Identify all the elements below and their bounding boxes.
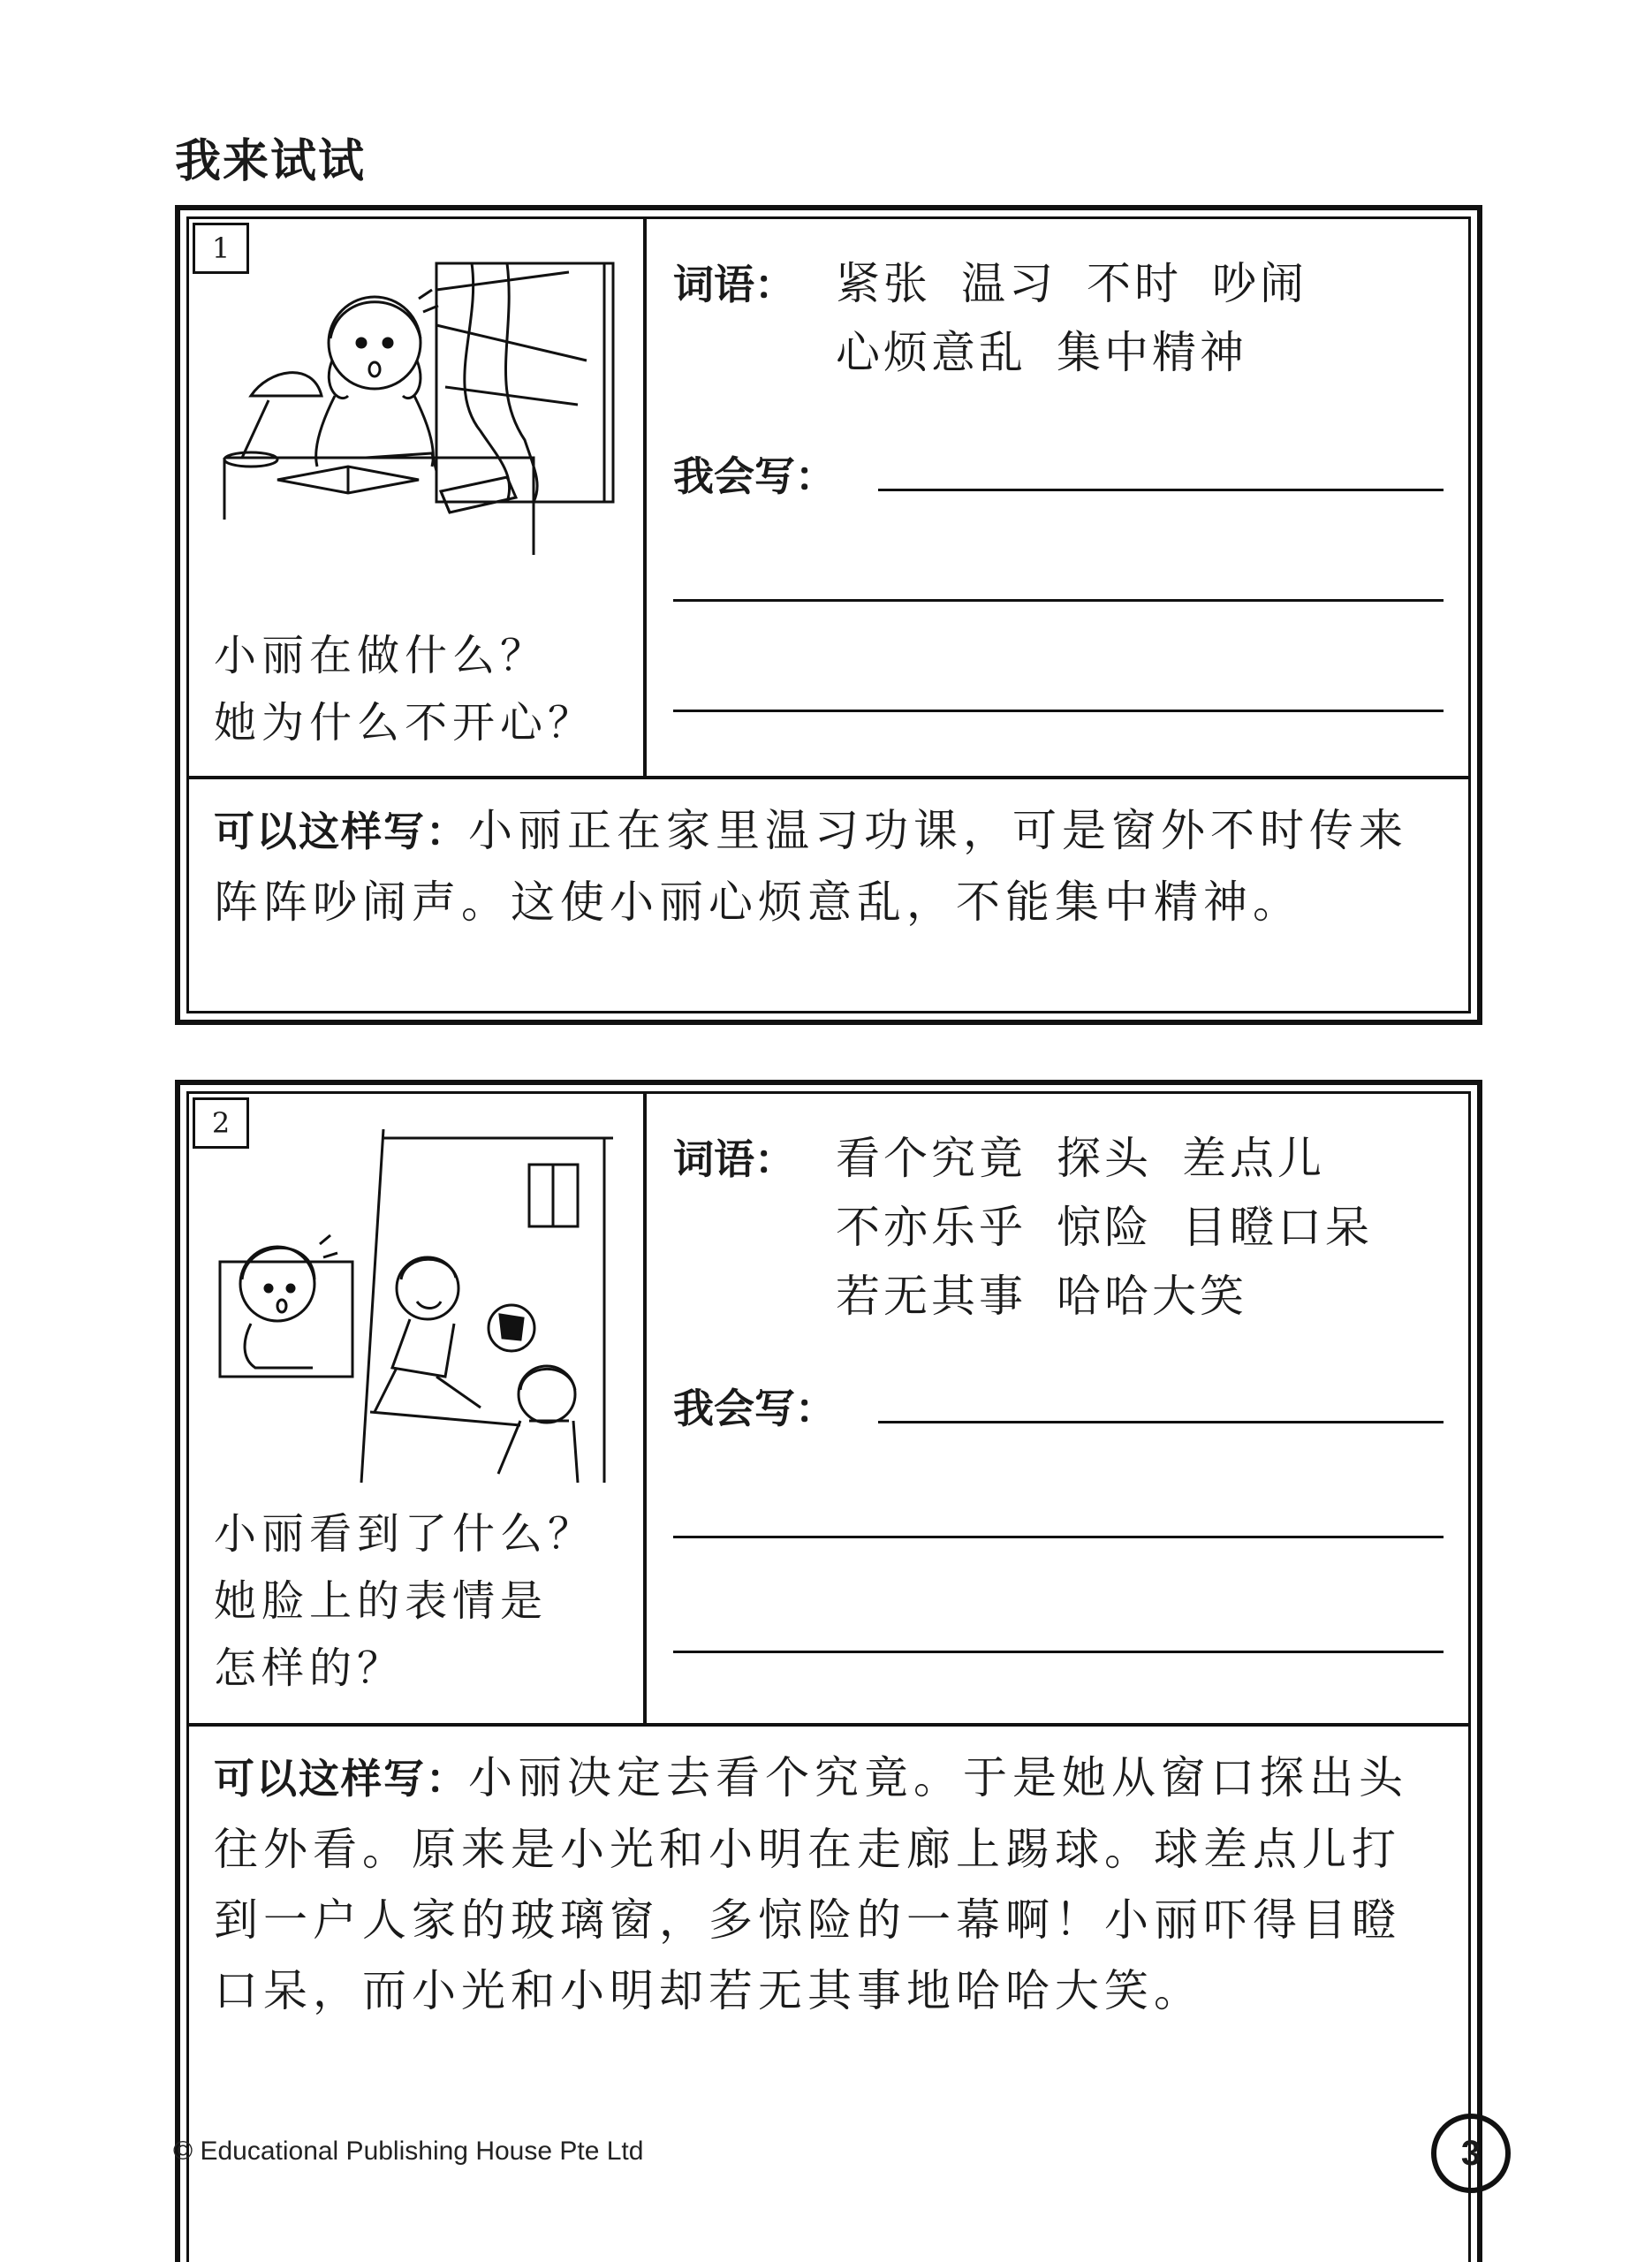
- word: 不时: [1087, 258, 1182, 309]
- word: 目瞪口呆: [1182, 1202, 1373, 1253]
- page-heading: 我来试试: [175, 135, 367, 188]
- write-label: 我会写：: [673, 452, 836, 500]
- exercise-number: 2: [193, 1097, 249, 1149]
- question-line: 小丽看到了什么？: [214, 1509, 596, 1559]
- sample-label: 可以这样写：: [214, 808, 468, 855]
- word: 集中精神: [1057, 327, 1247, 378]
- word: 温习: [961, 258, 1057, 309]
- words-label: 词语：: [673, 261, 795, 308]
- sample-text: 小丽决定去看个究竟。于是她从窗口探出头往外看。原来是小光和小明在走廊上踢球。球差点儿打到一户人家的玻璃窗，多惊险的一幕啊！小丽吓得目瞪口呆，而小光和小明却若无其事地哈哈大笑。: [214, 1752, 1408, 2016]
- question: [214, 622, 634, 756]
- sample-answer: [189, 1727, 1468, 2262]
- picture-cell: [189, 1094, 647, 1723]
- writing-line[interactable]: [878, 489, 1444, 491]
- sample-answer: [189, 779, 1468, 1011]
- sample-label: 可以这样写：: [214, 1755, 468, 1803]
- writing-line[interactable]: [878, 1421, 1444, 1423]
- word: 心烦意乱: [836, 327, 1027, 378]
- words-list: [836, 249, 1451, 387]
- writing-line[interactable]: [673, 710, 1444, 712]
- word: 紧张: [836, 258, 931, 309]
- word: 不亦乐乎: [836, 1202, 1027, 1253]
- writing-line[interactable]: [673, 1536, 1444, 1538]
- copyright-notice: © Educational Publishing House Pte Ltd: [173, 2137, 644, 2166]
- boys-playing-football-illustration: [216, 1129, 631, 1483]
- question-line: 小丽在做什么？: [214, 631, 549, 680]
- picture-cell: [189, 219, 647, 776]
- word: 探头: [1057, 1133, 1152, 1184]
- words-cell: [647, 1094, 1468, 1723]
- words-list: [836, 1124, 1451, 1331]
- exercise-number: 1: [193, 223, 249, 274]
- word: 惊险: [1057, 1202, 1152, 1253]
- page-number: 3: [1431, 2114, 1511, 2193]
- question-line: 她脸上的表情是: [214, 1576, 549, 1626]
- write-label: 我会写：: [673, 1385, 836, 1432]
- exercise-1: [175, 205, 1482, 1025]
- word: 差点儿: [1182, 1133, 1325, 1184]
- word: 吵闹: [1212, 258, 1307, 309]
- question-line: 她为什么不开心？: [214, 698, 596, 748]
- words-label: 词语：: [673, 1135, 795, 1183]
- word: 看个究竟: [836, 1133, 1027, 1184]
- word: 哈哈大笑: [1057, 1271, 1247, 1322]
- words-cell: [647, 219, 1468, 776]
- writing-line[interactable]: [673, 599, 1444, 602]
- writing-line[interactable]: [673, 1651, 1444, 1653]
- sample-text: 小丽正在家里温习功课，可是窗外不时传来阵阵吵闹声。这使小丽心烦意乱，不能集中精神。: [214, 805, 1408, 928]
- question-line: 怎样的？: [214, 1643, 405, 1693]
- word: 若无其事: [836, 1271, 1027, 1322]
- exercise-2: [175, 1080, 1482, 2262]
- question: [214, 1500, 634, 1702]
- girl-studying-illustration: [216, 254, 631, 555]
